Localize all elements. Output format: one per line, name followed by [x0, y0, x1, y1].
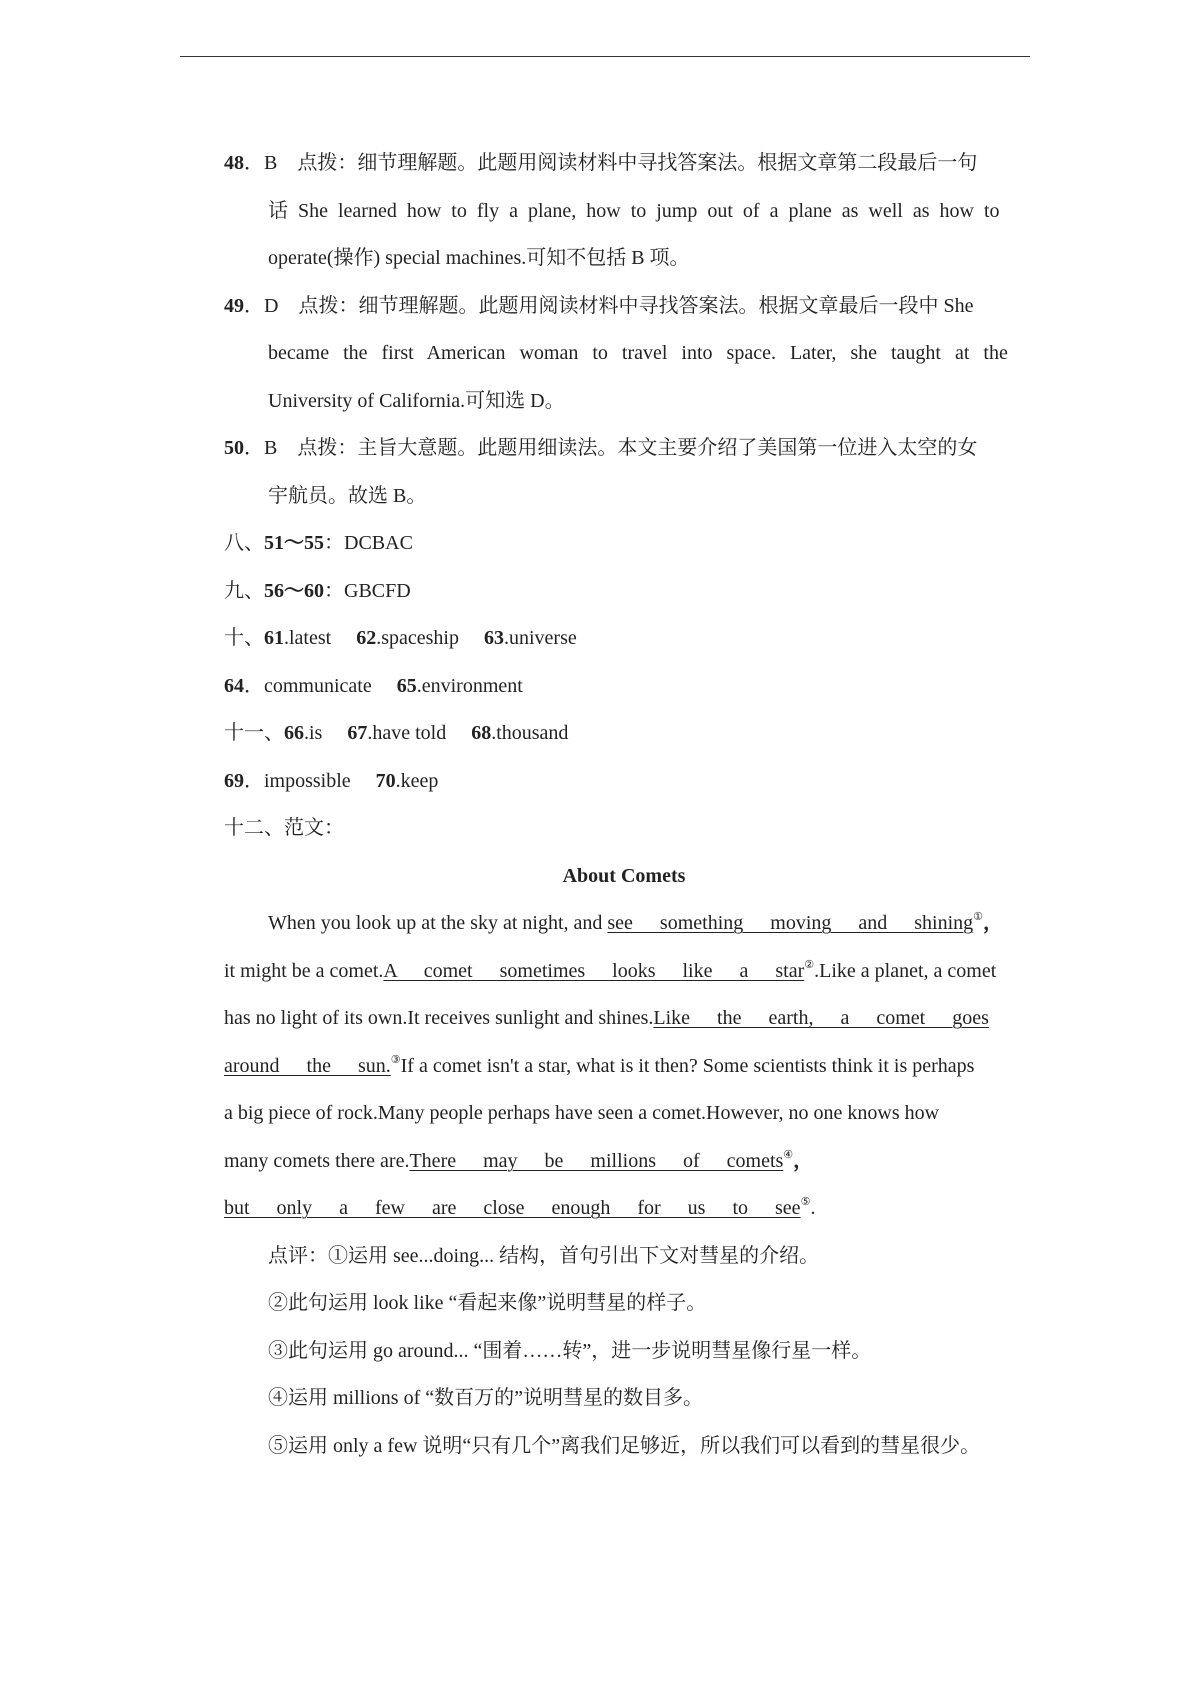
answer-62: 62.spaceship — [356, 627, 459, 649]
answer-63: 63.universe — [483, 627, 577, 649]
section-12-heading: 十二、范文： — [224, 817, 344, 839]
essay-line-5: a big piece of rock.Many people perhaps have seen a comet.However, no one knows how — [224, 1102, 940, 1124]
answer-64: 64．communicate — [224, 674, 372, 697]
marker-1: ① — [973, 911, 984, 923]
comment-1: 点评：①运用 see...doing... 结构，首句引出下文对彗星的介绍。 — [268, 1244, 820, 1267]
section-11-answers-cont — [224, 758, 1024, 806]
essay-line-1: When you look up at the sky at night, and see something moving and shining①， — [268, 911, 1004, 934]
answer-49-line3: University of California.可知选 D。 — [268, 389, 565, 412]
comment-4: ④运用 millions of “数百万的”说明彗星的数目多。 — [268, 1387, 703, 1409]
marker-3: ③ — [390, 1053, 401, 1066]
essay-line-4: around the sun.③If a comet isn't a star, what is it then? Some scientists think it is perhaps — [224, 1053, 975, 1077]
underlined-phrase-3a: Like the earth, a comet goes — [653, 1007, 989, 1029]
marker-4: ④ — [783, 1148, 794, 1161]
answer-50-line1: 50．B 点拨：主旨大意题。此题用细读法。本文主要介绍了美国第一位进入太空的女 — [224, 437, 978, 459]
essay-title: About Comets — [562, 864, 686, 887]
essay-line-3: has no light of its own.It receives sunlight and shines.Like the earth, a comet goes — [224, 1007, 989, 1029]
underlined-phrase-5: but only a few are close enough for us to see — [224, 1197, 801, 1219]
essay-line-7: but only a few are close enough for us to see⑤. — [224, 1196, 816, 1219]
answer-48-line1: 48．B 点拨：细节理解题。此题用阅读材料中寻找答案法。根据文章第二段最后一句 — [224, 152, 978, 174]
answer-48-line2: 话 She learned how to fly a plane, how to jump out of a plane as well as how to — [268, 199, 1000, 222]
answer-49-line2: became the first American woman to travel into space. Later, she taught at the — [268, 342, 1008, 364]
comment-3: ③此句运用 go around... “围着……转”，进一步说明彗星像行星一样。 — [268, 1339, 872, 1362]
answer-67: 67.have told — [347, 722, 447, 744]
underlined-phrase-1: see something moving and shining — [607, 912, 974, 934]
answer-50-line2: 宇航员。故选 B。 — [268, 484, 427, 507]
underlined-phrase-2: A comet sometimes looks like a star — [383, 959, 805, 982]
section-11-answers — [224, 710, 1024, 758]
answer-content — [224, 140, 1024, 1470]
marker-5: ⑤ — [800, 1196, 811, 1208]
marker-2: ② — [804, 958, 815, 971]
section-10-answers-cont — [224, 663, 1024, 711]
header-rule — [180, 56, 1030, 57]
answer-68: 68.thousand — [471, 722, 569, 744]
comment-2: ②此句运用 look like “看起来像”说明彗星的样子。 — [268, 1292, 707, 1314]
section-10-answers — [224, 615, 1024, 663]
comment-5: ⑤运用 only a few 说明“只有几个”离我们足够近，所以我们可以看到的彗星很少。 — [268, 1434, 981, 1457]
section-9-answers: 九、56～60：GBCFD — [224, 579, 411, 602]
answer-49-line1: 49．D 点拨：细节理解题。此题用阅读材料中寻找答案法。根据文章最后一段中 She — [224, 294, 974, 317]
answer-65: 65.environment — [396, 674, 523, 697]
answer-48-line3: operate(操作) special machines.可知不包括 B 项。 — [268, 247, 690, 269]
answer-66: 十一、66.is — [224, 722, 323, 744]
underlined-phrase-3b: around the sun. — [224, 1054, 391, 1077]
essay-line-6: many comets there are.There may be millions of comets④， — [224, 1148, 814, 1172]
answer-61: 十、61.latest — [224, 627, 332, 649]
essay-line-2: it might be a comet.A comet sometimes looks like a star②.Like a planet, a comet — [224, 958, 997, 982]
section-8-answers: 八、51～55：DCBAC — [224, 532, 413, 554]
answer-69: 69．impossible — [224, 769, 351, 792]
underlined-phrase-4: There may be millions of comets — [409, 1149, 784, 1172]
answer-70: 70.keep — [375, 769, 439, 792]
